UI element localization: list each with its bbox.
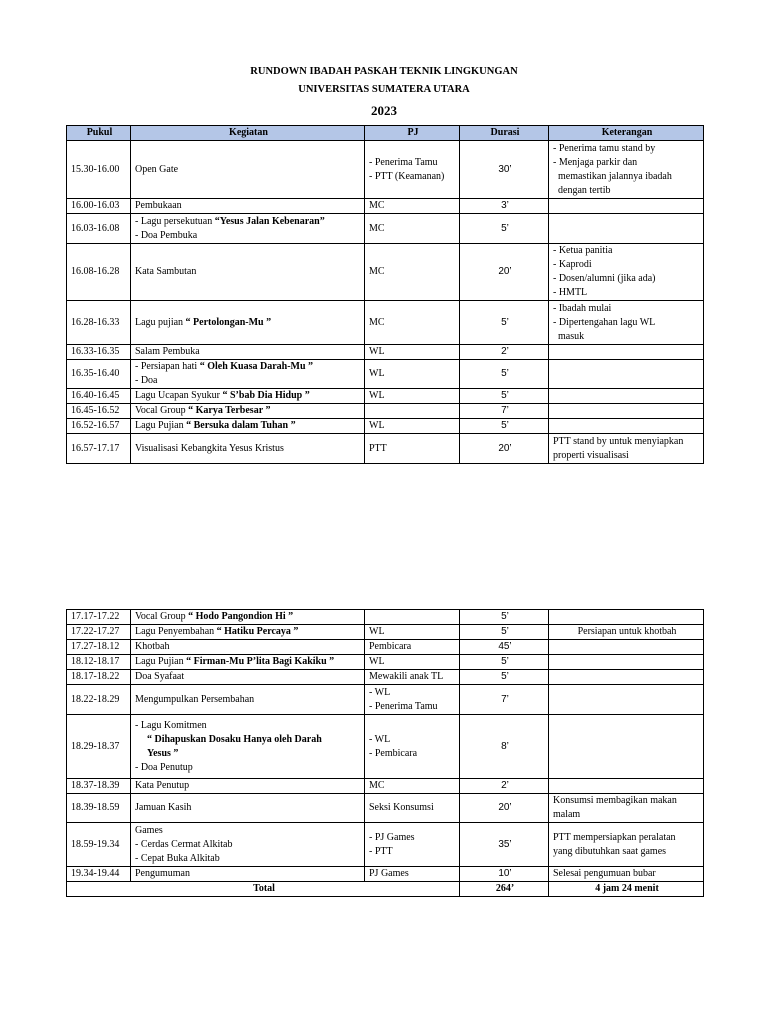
- cell-pukul: 16.40-16.45: [67, 389, 131, 404]
- kegiatan-line: [135, 824, 362, 838]
- kegiatan-text: Kata Penutup: [135, 780, 190, 791]
- cell-kegiatan: [131, 867, 365, 882]
- cell-durasi: 35’: [460, 823, 549, 867]
- kegiatan-line: [135, 404, 362, 418]
- pj-line: - Penerima Tamu: [369, 700, 438, 712]
- cell-durasi: 2’: [460, 345, 549, 360]
- pj-line: WL: [369, 346, 385, 357]
- kegiatan-line: [135, 761, 362, 775]
- cell-keterangan: [549, 244, 704, 301]
- cell-keterangan: [549, 360, 704, 389]
- kegiatan-line: [135, 374, 362, 388]
- kegiatan-text: Khotbah: [135, 641, 170, 652]
- header-keterangan: Keterangan: [549, 126, 704, 141]
- cell-keterangan: [549, 794, 704, 823]
- cell-keterangan: [549, 345, 704, 360]
- cell-keterangan: [549, 670, 704, 685]
- table-row: [67, 625, 704, 640]
- cell-pukul: 17.22-17.27: [67, 625, 131, 640]
- header-durasi: Durasi: [460, 126, 549, 141]
- kegiatan-line: [135, 419, 362, 433]
- cell-kegiatan: [131, 779, 365, 794]
- kegiatan-text: Vocal Group: [135, 611, 189, 622]
- cell-keterangan: [549, 214, 704, 244]
- kegiatan-text: Pembukaan: [135, 200, 182, 211]
- pj-line: - PTT (Keamanan): [369, 170, 445, 182]
- cell-kegiatan: [131, 345, 365, 360]
- pj-line: MC: [369, 222, 385, 234]
- table-row: [67, 867, 704, 882]
- table-body-part-2: [67, 610, 704, 882]
- cell-kegiatan: [131, 823, 365, 867]
- kegiatan-text: Doa Syafaat: [135, 671, 185, 682]
- cell-keterangan: [549, 625, 704, 640]
- keterangan-line: dengan tertib: [553, 184, 611, 196]
- keterangan-line: - Ketua panitia: [553, 245, 613, 256]
- table-row: [67, 389, 704, 404]
- cell-pukul: 16.28-16.33: [67, 301, 131, 345]
- cell-keterangan: [549, 655, 704, 670]
- table-row: [67, 434, 704, 464]
- kegiatan-text: - Persiapan hati: [135, 361, 200, 372]
- cell-keterangan: [549, 867, 704, 882]
- cell-durasi: 5’: [460, 670, 549, 685]
- kegiatan-line: [135, 838, 362, 852]
- song-title: “ Hodo Pangondion Hi ”: [188, 611, 294, 622]
- kegiatan-line: [135, 747, 362, 761]
- table-row: [67, 419, 704, 434]
- university-name: UNIVERSITAS SUMATERA UTARA: [298, 84, 470, 95]
- cell-kegiatan: [131, 199, 365, 214]
- cell-kegiatan: [131, 670, 365, 685]
- rundown-table-part-1: [66, 125, 704, 464]
- pj-line: MC: [369, 200, 385, 211]
- cell-keterangan: [549, 434, 704, 464]
- kegiatan-line: [135, 693, 362, 707]
- kegiatan-text: - Cerdas Cermat Alkitab: [135, 838, 233, 850]
- cell-pj: [365, 794, 460, 823]
- cell-pukul: 18.39-18.59: [67, 794, 131, 823]
- cell-durasi: 5’: [460, 625, 549, 640]
- cell-pukul: 18.12-18.17: [67, 655, 131, 670]
- table-header-row: [67, 126, 704, 141]
- kegiatan-line: [135, 229, 362, 243]
- cell-kegiatan: [131, 141, 365, 199]
- cell-durasi: 20’: [460, 244, 549, 301]
- kegiatan-line: [135, 852, 362, 866]
- cell-pukul: 16.35-16.40: [67, 360, 131, 389]
- keterangan-line: PTT mempersiapkan peralatan: [553, 831, 676, 843]
- cell-keterangan: [549, 823, 704, 867]
- keterangan-line: - Penerima tamu stand by: [553, 142, 656, 154]
- kegiatan-text: Kata Sambutan: [135, 266, 197, 277]
- pj-line: - Pembicara: [369, 747, 418, 759]
- kegiatan-text: Lagu Pujian: [135, 656, 187, 667]
- kegiatan-line: [135, 670, 362, 684]
- cell-keterangan: [549, 610, 704, 625]
- kegiatan-line: [135, 442, 362, 456]
- kegiatan-text: Visualisasi Kebangkita Yesus Kristus: [135, 442, 284, 454]
- header-pj: PJ: [365, 126, 460, 141]
- pj-line: PTT: [369, 442, 387, 454]
- cell-durasi: 5’: [460, 610, 549, 625]
- cell-pj: [365, 345, 460, 360]
- header-kegiatan: Kegiatan: [131, 126, 365, 141]
- rundown-table-part-2: [66, 609, 704, 897]
- kegiatan-text: Vocal Group: [135, 405, 189, 416]
- cell-durasi: 45’: [460, 640, 549, 655]
- song-title: “ Oleh Kuasa Darah-Mu ”: [199, 361, 314, 372]
- cell-keterangan: [549, 404, 704, 419]
- keterangan-line: - Dosen/alumni (jika ada): [553, 273, 656, 284]
- cell-pj: [365, 779, 460, 794]
- cell-kegiatan: [131, 301, 365, 345]
- table-row: [67, 404, 704, 419]
- kegiatan-text: Pengumuman: [135, 868, 190, 879]
- kegiatan-text: Games: [135, 824, 163, 836]
- kegiatan-text: Salam Pembuka: [135, 346, 200, 357]
- cell-pj: [365, 199, 460, 214]
- pj-line: Mewakili anak TL: [369, 671, 444, 682]
- cell-kegiatan: [131, 655, 365, 670]
- cell-pj: [365, 655, 460, 670]
- table-row: [67, 345, 704, 360]
- cell-pj: [365, 823, 460, 867]
- cell-durasi: 3’: [460, 199, 549, 214]
- cell-pukul: 15.30-16.00: [67, 141, 131, 199]
- kegiatan-line: [135, 719, 362, 733]
- cell-pj: [365, 419, 460, 434]
- document-year: 2023: [371, 103, 397, 118]
- cell-durasi: 20’: [460, 794, 549, 823]
- cell-keterangan: [549, 419, 704, 434]
- kegiatan-line: [135, 610, 362, 624]
- pj-line: WL: [369, 390, 385, 401]
- pj-line: MC: [369, 266, 385, 277]
- cell-pukul: 17.17-17.22: [67, 610, 131, 625]
- keterangan-line: - Ibadah mulai: [553, 302, 612, 314]
- table-row: [67, 244, 704, 301]
- kegiatan-line: [135, 389, 362, 403]
- cell-pj: [365, 625, 460, 640]
- table-row: [67, 715, 704, 779]
- keterangan-line: Konsumsi membagikan makan: [553, 795, 677, 806]
- cell-keterangan: [549, 301, 704, 345]
- pj-line: WL: [369, 420, 385, 431]
- cell-kegiatan: [131, 389, 365, 404]
- cell-pj: [365, 389, 460, 404]
- kegiatan-line: [135, 265, 362, 279]
- cell-kegiatan: [131, 794, 365, 823]
- keterangan-line: PTT stand by untuk menyiapkan: [553, 435, 684, 447]
- cell-kegiatan: [131, 625, 365, 640]
- kegiatan-line: [135, 801, 362, 815]
- cell-keterangan: [549, 685, 704, 715]
- cell-keterangan: [549, 141, 704, 199]
- kegiatan-text: - Doa: [135, 375, 158, 386]
- cell-durasi: 2’: [460, 779, 549, 794]
- keterangan-line: - Dipertengahan lagu WL: [553, 316, 656, 328]
- cell-pukul: 16.00-16.03: [67, 199, 131, 214]
- cell-durasi: 7’: [460, 404, 549, 419]
- pj-line: - WL: [369, 733, 391, 745]
- kegiatan-line: [135, 316, 362, 330]
- kegiatan-text: Lagu Penyembahan: [135, 626, 217, 637]
- pj-line: - WL: [369, 686, 391, 698]
- cell-durasi: 5’: [460, 655, 549, 670]
- kegiatan-text: Open Gate: [135, 163, 179, 175]
- keterangan-line: masuk: [553, 330, 585, 342]
- header-pukul: Pukul: [67, 126, 131, 141]
- kegiatan-text: - Cepat Buka Alkitab: [135, 852, 220, 864]
- cell-durasi: 8’: [460, 715, 549, 779]
- cell-pj: [365, 640, 460, 655]
- cell-keterangan: [549, 389, 704, 404]
- table-row: [67, 779, 704, 794]
- keterangan-line: properti visualisasi: [553, 449, 629, 461]
- cell-keterangan: [549, 715, 704, 779]
- cell-kegiatan: [131, 360, 365, 389]
- total-duration: 264’: [460, 882, 549, 897]
- cell-pukul: 16.08-16.28: [67, 244, 131, 301]
- keterangan-line: malam: [553, 809, 581, 820]
- kegiatan-line: [135, 779, 362, 793]
- cell-pukul: 18.37-18.39: [67, 779, 131, 794]
- cell-durasi: 5’: [460, 301, 549, 345]
- pj-line: - PJ Games: [369, 831, 415, 843]
- kegiatan-line: [135, 199, 362, 213]
- pj-line: MC: [369, 316, 385, 328]
- kegiatan-line: [135, 345, 362, 359]
- cell-pukul: 16.03-16.08: [67, 214, 131, 244]
- total-row: [67, 882, 704, 897]
- table-row: [67, 610, 704, 625]
- cell-durasi: 20’: [460, 434, 549, 464]
- table-row: [67, 794, 704, 823]
- pj-line: WL: [369, 656, 385, 667]
- cell-keterangan: [549, 199, 704, 214]
- keterangan-line: - Menjaga parkir dan: [553, 156, 638, 168]
- cell-kegiatan: [131, 715, 365, 779]
- song-title: Yesus ”: [147, 747, 179, 759]
- cell-kegiatan: [131, 640, 365, 655]
- kegiatan-text: Lagu Ucapan Syukur: [135, 390, 223, 401]
- table-row: [67, 141, 704, 199]
- keterangan-line: Selesai pengumuan bubar: [553, 868, 656, 879]
- kegiatan-text: - Lagu persekutuan: [135, 215, 215, 227]
- total-label: Total: [67, 882, 460, 897]
- cell-pj: [365, 214, 460, 244]
- table-row: [67, 655, 704, 670]
- cell-pj: [365, 301, 460, 345]
- cell-kegiatan: [131, 419, 365, 434]
- table-row: [67, 301, 704, 345]
- cell-durasi: 5’: [460, 419, 549, 434]
- cell-pj: [365, 610, 460, 625]
- keterangan-line: Persiapan untuk khotbah: [577, 626, 677, 637]
- kegiatan-line: [135, 625, 362, 639]
- table-row: [67, 670, 704, 685]
- table-row: [67, 823, 704, 867]
- keterangan-line: memastikan jalannya ibadah: [553, 170, 672, 182]
- cell-keterangan: [549, 640, 704, 655]
- song-title: “ Bersuka dalam Tuhan ”: [186, 420, 296, 431]
- cell-pj: [365, 867, 460, 882]
- cell-kegiatan: [131, 404, 365, 419]
- table-body-part-1: [67, 141, 704, 464]
- kegiatan-text: - Lagu Komitmen: [135, 719, 207, 731]
- cell-kegiatan: [131, 685, 365, 715]
- cell-pj: [365, 434, 460, 464]
- pj-line: WL: [369, 626, 385, 637]
- cell-durasi: 5’: [460, 360, 549, 389]
- cell-kegiatan: [131, 244, 365, 301]
- table-row: [67, 214, 704, 244]
- song-title: “ Firman-Mu P’lita Bagi Kakiku ”: [186, 656, 335, 667]
- cell-durasi: 10’: [460, 867, 549, 882]
- pj-line: PJ Games: [369, 868, 409, 879]
- cell-keterangan: [549, 779, 704, 794]
- kegiatan-text: - Doa Pembuka: [135, 229, 198, 241]
- kegiatan-text: Mengumpulkan Persembahan: [135, 693, 255, 705]
- cell-durasi: 5’: [460, 214, 549, 244]
- kegiatan-text: Lagu Pujian: [135, 420, 187, 431]
- cell-pukul: 16.33-16.35: [67, 345, 131, 360]
- cell-kegiatan: [131, 434, 365, 464]
- document-title: RUNDOWN IBADAH PASKAH TEKNIK LINGKUNGAN: [250, 66, 518, 77]
- table-row: [67, 640, 704, 655]
- kegiatan-line: [135, 360, 362, 374]
- pj-line: WL: [369, 368, 385, 379]
- cell-pj: [365, 715, 460, 779]
- cell-pukul: 16.45-16.52: [67, 404, 131, 419]
- kegiatan-line: [135, 215, 362, 229]
- cell-pj: [365, 404, 460, 419]
- kegiatan-line: [135, 163, 362, 177]
- kegiatan-text: - Doa Penutup: [135, 761, 193, 773]
- song-title: “Yesus Jalan Kebenaran”: [214, 215, 325, 227]
- cell-durasi: 30’: [460, 141, 549, 199]
- song-title: “ Hatiku Percaya ”: [216, 626, 299, 637]
- cell-pukul: 18.22-18.29: [67, 685, 131, 715]
- cell-pukul: 18.29-18.37: [67, 715, 131, 779]
- cell-pukul: 18.17-18.22: [67, 670, 131, 685]
- cell-pukul: 17.27-18.12: [67, 640, 131, 655]
- cell-pukul: 16.57-17.17: [67, 434, 131, 464]
- kegiatan-line: [135, 867, 362, 881]
- cell-pj: [365, 360, 460, 389]
- pj-line: - PTT: [369, 845, 393, 857]
- table-row: [67, 685, 704, 715]
- song-title: “ S’bab Dia Hidup ”: [222, 390, 310, 401]
- keterangan-line: - Kaprodi: [553, 259, 592, 270]
- song-title: “ Pertolongan-Mu ”: [185, 316, 272, 328]
- song-title: “ Dihapuskan Dosaku Hanya oleh Darah: [147, 733, 322, 745]
- cell-durasi: 7’: [460, 685, 549, 715]
- pj-line: - Penerima Tamu: [369, 156, 438, 168]
- cell-pj: [365, 685, 460, 715]
- cell-pukul: 19.34-19.44: [67, 867, 131, 882]
- kegiatan-text: Jamuan Kasih: [135, 802, 192, 813]
- cell-pj: [365, 141, 460, 199]
- keterangan-line: yang dibutuhkan saat games: [553, 845, 667, 857]
- cell-kegiatan: [131, 214, 365, 244]
- song-title: “ Karya Terbesar ”: [188, 405, 271, 416]
- table-row: [67, 360, 704, 389]
- pj-line: Seksi Konsumsi: [369, 802, 434, 813]
- cell-pukul: 18.59-19.34: [67, 823, 131, 867]
- table-row: [67, 199, 704, 214]
- pj-line: MC: [369, 780, 385, 791]
- cell-pj: [365, 670, 460, 685]
- pj-line: Pembicara: [369, 641, 412, 652]
- kegiatan-line: [135, 655, 362, 669]
- kegiatan-line: [135, 733, 362, 747]
- kegiatan-text: Lagu pujian: [135, 316, 186, 328]
- total-description: 4 jam 24 menit: [549, 882, 704, 897]
- cell-pj: [365, 244, 460, 301]
- cell-durasi: 5’: [460, 389, 549, 404]
- cell-pukul: 16.52-16.57: [67, 419, 131, 434]
- keterangan-line: - HMTL: [553, 287, 588, 298]
- cell-kegiatan: [131, 610, 365, 625]
- kegiatan-line: [135, 640, 362, 654]
